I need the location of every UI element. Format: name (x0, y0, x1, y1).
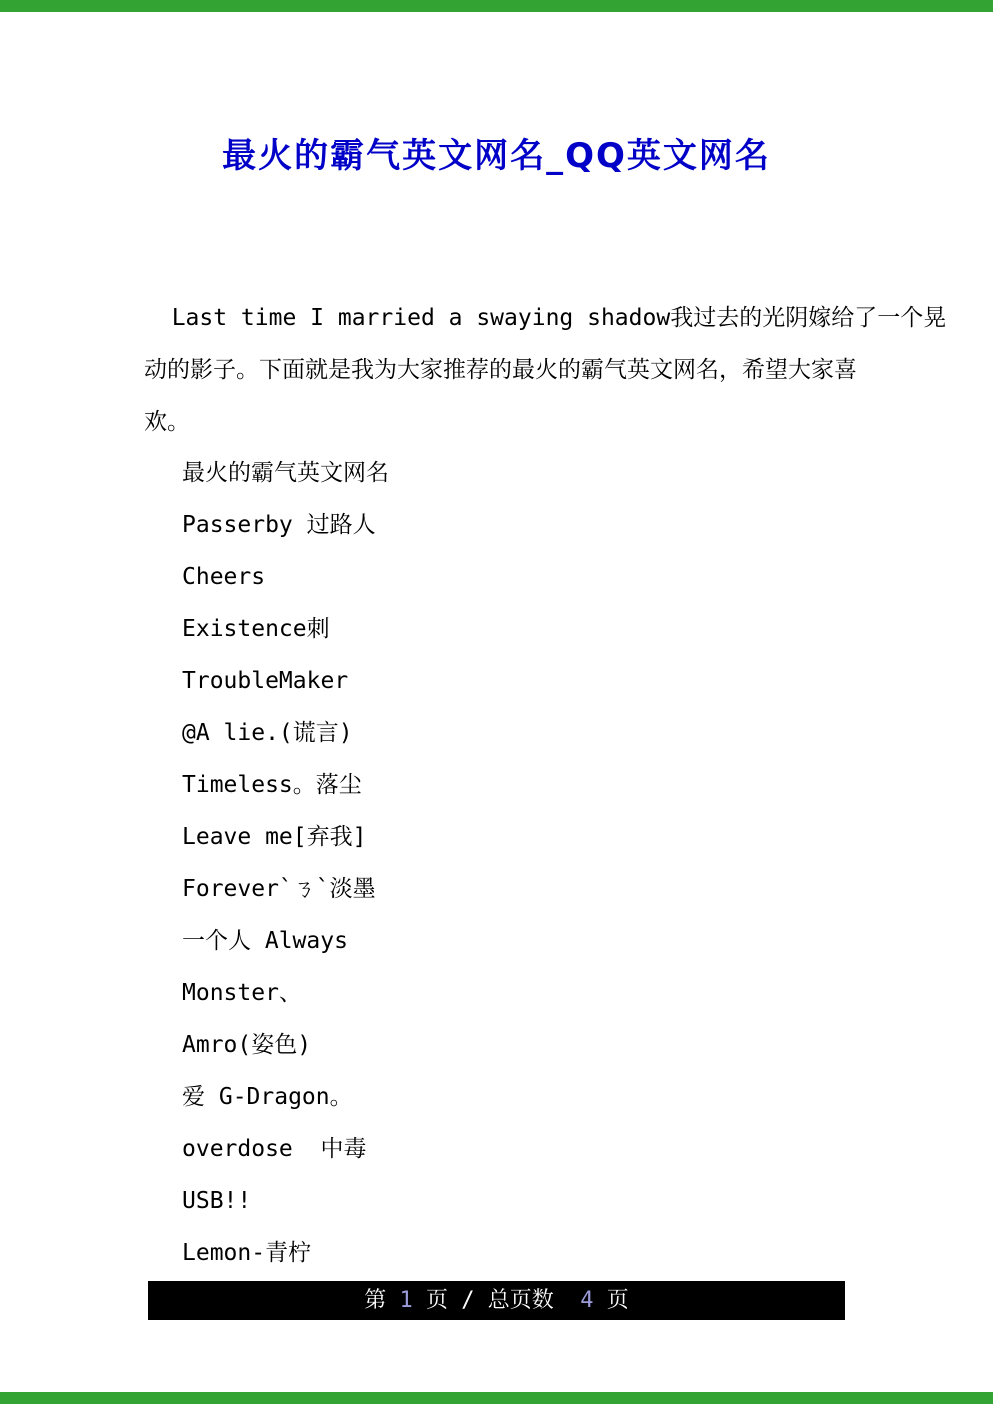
list-item: USB!! (182, 1188, 252, 1214)
list-item: Monster、 (182, 980, 302, 1006)
current-page-number: 1 (399, 1288, 413, 1313)
list-item: 一个人 Always (182, 928, 348, 954)
bottom-green-bar (0, 1392, 993, 1404)
page-number-bar (148, 1281, 845, 1320)
list-item: overdose 中毒 (182, 1136, 367, 1162)
footer-label: 页 / 总页数 (412, 1288, 581, 1313)
list-item: Leave me[弃我] (182, 824, 367, 850)
paragraph-line: 动的影子。下面就是我为大家推荐的最火的霸气英文网名，希望大家喜 (144, 357, 857, 383)
list-item: 爱 G-Dragon。 (182, 1084, 353, 1110)
list-item: Cheers (182, 564, 266, 590)
top-green-bar (0, 0, 993, 12)
paragraph-line: 欢。 (144, 409, 190, 435)
total-page-number: 4 (580, 1288, 594, 1313)
list-item: 最火的霸气英文网名 (182, 460, 389, 486)
nickname-list (182, 447, 882, 1279)
list-item: Existence刺 (182, 616, 330, 642)
list-item: @A lie.(谎言) (182, 720, 353, 746)
page-number-text (364, 1288, 628, 1313)
list-item: TroubleMaker (182, 668, 349, 694)
list-item: Lemon-青柠 (182, 1240, 312, 1266)
intro-paragraph (144, 292, 947, 448)
paragraph-line: Last time I married a swaying shadow我过去的光阴嫁给了一个晃 (144, 305, 947, 331)
list-item: Amro(姿色) (182, 1032, 312, 1058)
footer-label: 第 (364, 1288, 400, 1313)
list-item: Passerby 过路人 (182, 512, 376, 538)
list-item: Forever`ㄋ`淡墨 (182, 876, 376, 902)
list-item: Timeless。落尘 (182, 772, 362, 798)
footer-label: 页 (593, 1288, 629, 1313)
page-title: 最火的霸气英文网名_QQ英文网名 (222, 136, 771, 176)
